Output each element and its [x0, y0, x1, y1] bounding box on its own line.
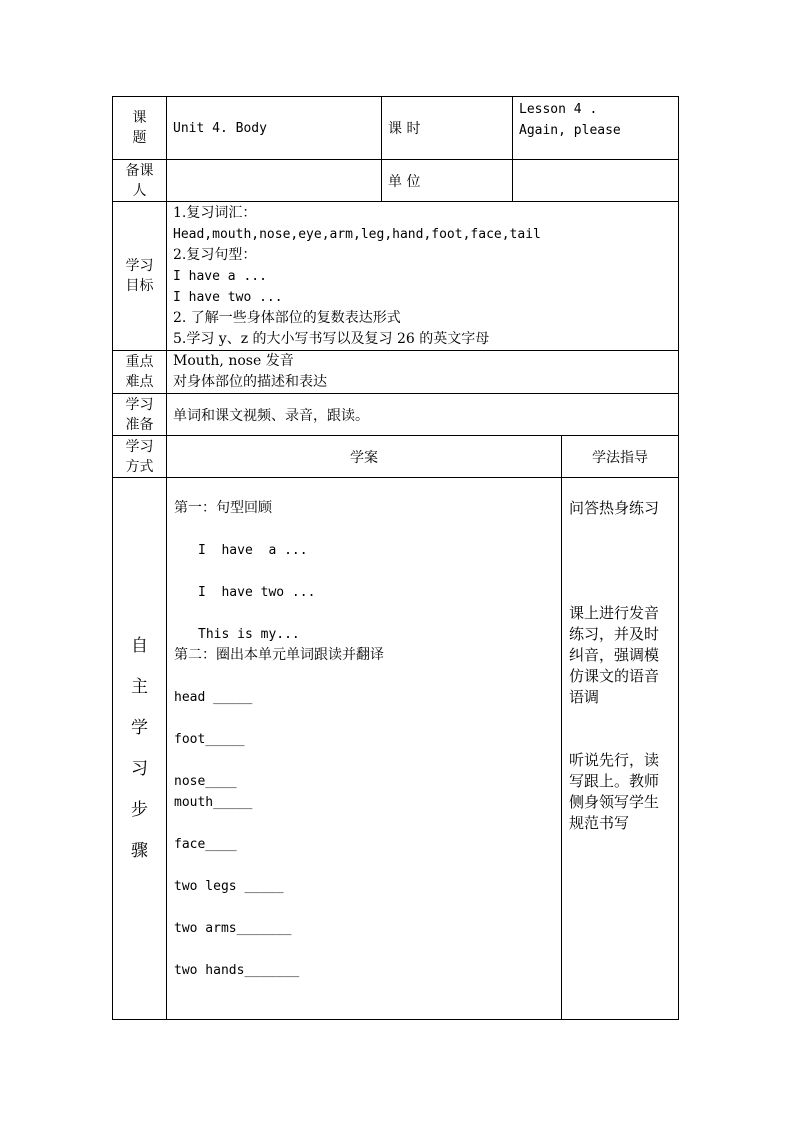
word-item: two legs _____ [174, 879, 284, 894]
sentence: This is my... [198, 627, 300, 642]
topic-row [113, 97, 679, 160]
goals-content [167, 202, 679, 351]
guide-line: 纠音，强调模 [569, 646, 660, 664]
goal-line: 2. 了解一些身体部位的复数表达形式 [173, 310, 401, 326]
goals-row [113, 202, 679, 351]
goal-line: 2.复习句型： [173, 247, 257, 263]
preparation-content: 单词和课文视频、录音，跟读。 [167, 394, 679, 436]
lesson-plan-table [112, 96, 679, 1020]
goal-line: I have a ... [173, 269, 267, 284]
key-points-row [113, 351, 679, 394]
preparer-label: 备课 人 [113, 160, 167, 202]
word-item: two arms_______ [174, 921, 292, 936]
goals-label: 学习 目标 [113, 202, 167, 351]
goal-line: I have two ... [173, 290, 283, 305]
key-points-label: 重点 难点 [113, 351, 167, 394]
method-label: 学习 方式 [113, 436, 167, 478]
guide-line: 课上进行发音 [569, 604, 660, 622]
guide-line: 侧身领写学生 [569, 793, 660, 811]
plan-header: 学案 [167, 436, 562, 478]
word-item: foot_____ [174, 732, 245, 747]
guide-line: 练习，并及时 [569, 625, 660, 643]
steps-label: 自 主 学 习 步 骤 [113, 478, 167, 1020]
unit-label: 单 位 [382, 160, 513, 202]
period-label: 课 时 [382, 97, 513, 160]
topic-value: Unit 4. Body [167, 97, 382, 160]
method-row [113, 436, 679, 478]
steps-row [113, 478, 679, 1020]
guide-line: 语调 [569, 688, 600, 706]
word-item: two hands_______ [174, 963, 300, 978]
unit-value [513, 160, 679, 202]
guide-line: 问答热身练习 [569, 499, 660, 517]
goal-line: 1.复习词汇： [173, 205, 257, 221]
word-item: face____ [174, 837, 237, 852]
part2-title: 第二：圈出本单元单词跟读并翻译 [174, 647, 384, 663]
preparer-row [113, 160, 679, 202]
word-item: head _____ [174, 690, 253, 705]
word-item: nose____ [174, 774, 237, 789]
topic-label: 课 题 [113, 97, 167, 160]
goal-line: 5.学习 y、z 的大小写书写以及复习 26 的英文字母 [173, 331, 490, 347]
preparation-label: 学习 准备 [113, 394, 167, 436]
guide-line: 仿课文的语音 [569, 667, 660, 685]
guide-header: 学法指导 [562, 436, 679, 478]
key-points-content: Mouth, nose 发音 对身体部位的描述和表达 [167, 351, 679, 394]
sentence: I have two ... [198, 585, 316, 600]
period-value: Lesson 4 . Again, please [513, 97, 679, 160]
preparer-value [167, 160, 382, 202]
plan-content [167, 478, 562, 1020]
goal-line: Head,mouth,nose,eye,arm,leg,hand,foot,face,tail [173, 227, 541, 242]
guide-line: 规范书写 [569, 814, 630, 832]
guide-line: 写跟上。教师 [569, 772, 660, 790]
guide-content [562, 478, 679, 1020]
preparation-row [113, 394, 679, 436]
guide-line: 听说先行，读 [569, 751, 660, 769]
sentence: I have a ... [198, 543, 308, 558]
part1-title: 第一：句型回顾 [174, 500, 272, 516]
word-item: mouth_____ [174, 795, 253, 810]
